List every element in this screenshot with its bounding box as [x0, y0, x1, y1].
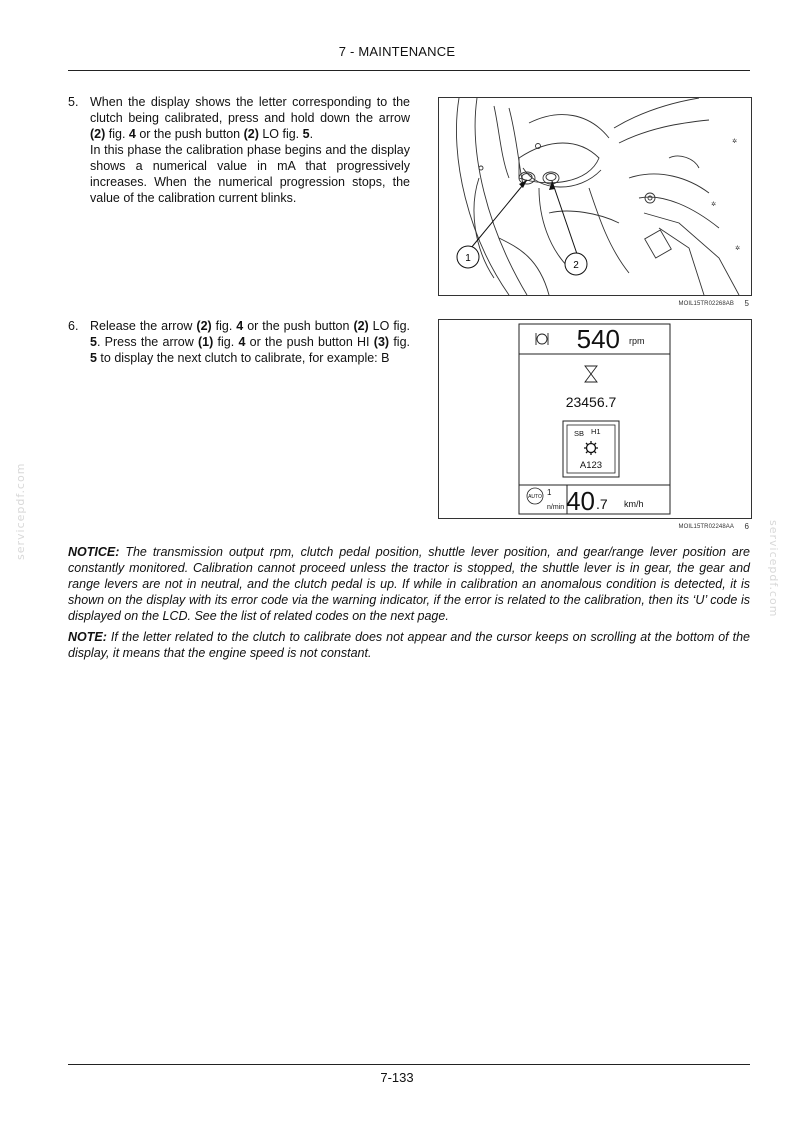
page-number: 7-133 [380, 1070, 414, 1085]
figure-5-reference: MOIL15TR02268AB [678, 301, 734, 307]
svg-text:✲: ✲ [735, 245, 741, 252]
page-header-title: 7 - MAINTENANCE [338, 44, 456, 59]
speed-integer: 40 [566, 486, 595, 516]
figure-6-reference: MOIL15TR02248AA [678, 524, 734, 530]
gear-number: 1 [547, 488, 552, 497]
watermark-right: servicepdf.com [767, 520, 780, 618]
step-5-paragraph-2: In this phase the calibration phase begins and the display shows a numerical value in mA that progressively increases. When the numerical progression stops, the value of the calibration current blinks. [90, 143, 410, 205]
code-value: A123 [579, 460, 603, 471]
step-6-paragraph: Release the arrow (2) fig. 4 or the push button (2) LO fig. 5. Press the arrow (1) fig. 4 or the push button HI (3) fig. 5 to display the next clutch to calibrate, for example: B [90, 319, 411, 365]
step-5-paragraph-1: When the display shows the letter corresponding to the clutch being calibrated, press and hold down the arrow (2) fig. 4 or the push button (2) LO fig. 5. [90, 95, 410, 141]
svg-text:AUTO: AUTO [528, 494, 542, 500]
label-h1: H1 [591, 427, 601, 436]
speed-decimal: .7 [596, 496, 608, 512]
figure-5-joystick-illustration [438, 97, 752, 296]
gear-unit: n/min [547, 504, 565, 511]
notice-label: NOTICE: [68, 545, 120, 559]
step-5 [68, 94, 410, 206]
header-rule [68, 70, 750, 71]
label-sb: SB [574, 429, 585, 438]
gear-icon [584, 441, 598, 455]
notice-paragraph [68, 544, 750, 624]
footer-rule [68, 1064, 750, 1065]
notice-text: The transmission output rpm, clutch pedal position, shuttle lever position, and gear/range lever position are constantly monitored. Calibration cannot proceed unless the tractor is stopped, the shuttle lever is in gear, the gear and range levers are not in neutral, and the clutch pedal is up. If while in calibration an anomalous condition is detected, it is shown on the display with its error code via the warning indicator, if the error is related to the calibration, then its ‘U’ code is displayed on the LCD. See the list of related codes on the next page. [68, 545, 750, 623]
hours-value: 23456.7 [565, 394, 617, 410]
svg-text:✲: ✲ [711, 201, 717, 208]
figure-6-lcd-display [438, 319, 752, 519]
step-6 [68, 318, 410, 366]
callout-1-label: 1 [465, 253, 471, 264]
note-label: NOTE: [68, 630, 107, 644]
note-paragraph [68, 629, 750, 661]
figure-5-number: 5 [744, 299, 749, 308]
callout-2-label: 2 [573, 260, 579, 271]
speed-unit: km/h [624, 499, 644, 509]
lcd-drawing [439, 320, 751, 518]
pto-icon [536, 333, 548, 345]
hourglass-icon [585, 366, 597, 382]
joystick-drawing [439, 98, 751, 295]
auto-icon [527, 488, 543, 504]
step-number: 5. [68, 95, 79, 109]
step-number: 6. [68, 319, 79, 333]
rpm-unit: rpm [629, 336, 645, 346]
svg-text:✲: ✲ [732, 138, 738, 145]
note-text: If the letter related to the clutch to calibrate does not appear and the cursor keeps on scrolling at the bottom of the display, it means that the engine speed is not constant. [68, 630, 750, 660]
figure-6-number: 6 [744, 522, 749, 531]
watermark-left: servicepdf.com [14, 462, 27, 560]
rpm-value: 540 [576, 324, 620, 354]
